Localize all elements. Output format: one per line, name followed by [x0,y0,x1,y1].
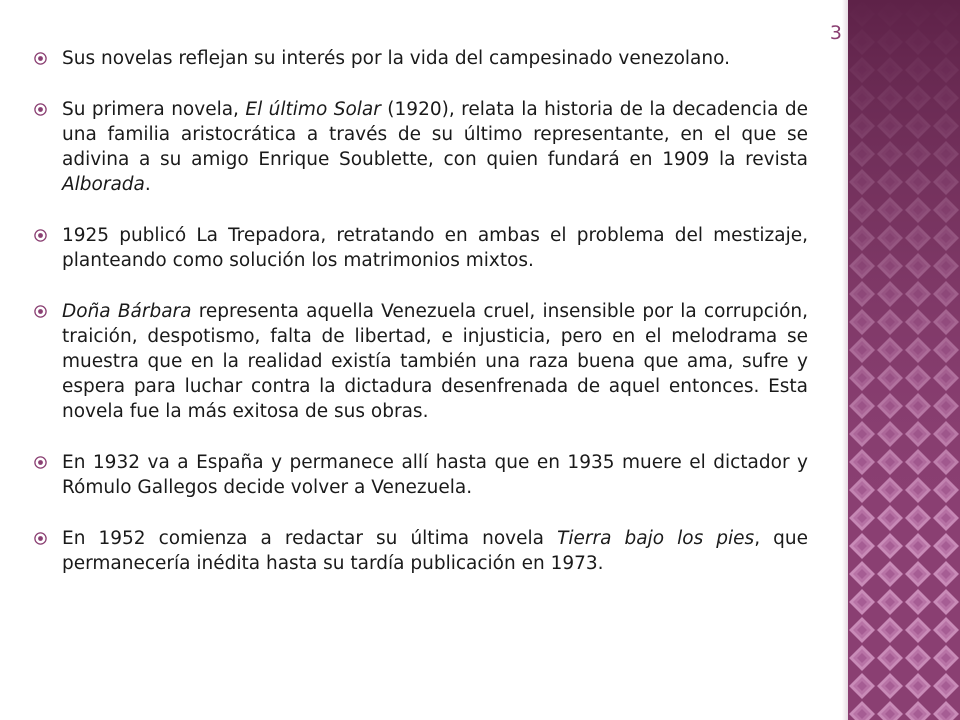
list-item [34,299,808,424]
item-text: En 1932 va a España y permanece allí hasta que en 1935 muere el dictador y Rómulo Gallegos decide volver a Venezuela. [62,452,808,498]
italic-title-text: Tierra bajo los pies [557,528,755,549]
item-text: , que permanecería inédita hasta su tardía publicación en 1973. [62,528,808,574]
item-text: En 1952 comienza a redactar su última novela [62,528,558,549]
italic-title-text: Alborada [62,174,145,195]
circled-dot-icon [34,305,47,318]
page-number: 3 [829,22,842,44]
list-item [34,450,808,500]
list-item [34,97,808,197]
italic-title-text: Doña Bárbara [62,301,192,322]
circled-dot-icon [34,532,47,545]
decorative-side-band [848,0,960,720]
circled-dot-icon [34,103,47,116]
list-item [34,526,808,576]
item-text: representa aquella Venezuela cruel, insensible por la corrupción, traición, despotismo, falta de libertad, e injusticia, pero en el melodrama se muestra que en la realidad existía también una raza buena que ama, sufre y espera para luchar contra la dictadura desenfrenada de aquel entonces. Esta novela fue la más exitosa de sus obras. [62,301,808,422]
italic-title-text: El último Solar [245,99,381,120]
list-item [34,223,808,273]
item-text: Sus novelas reflejan su interés por la vida del campesinado venezolano. [62,48,730,69]
list-item [34,46,808,71]
item-text: . [144,174,151,195]
item-text: 1925 publicó La Trepadora, retratando en ambas el problema del mestizaje, planteando como solución los matrimonios mixtos. [62,225,808,271]
circled-dot-icon [34,456,47,469]
circled-dot-icon [34,229,47,242]
bullet-list [34,46,808,602]
circled-dot-icon [34,52,47,65]
item-text: (1920), relata la historia de la decadencia de una familia aristocrática a través de su último representante, en el que se adivina a su amigo Enrique Soublette, con quien fundará en 1909 la revista [62,99,808,170]
item-text: Su primera novela, [62,99,246,120]
